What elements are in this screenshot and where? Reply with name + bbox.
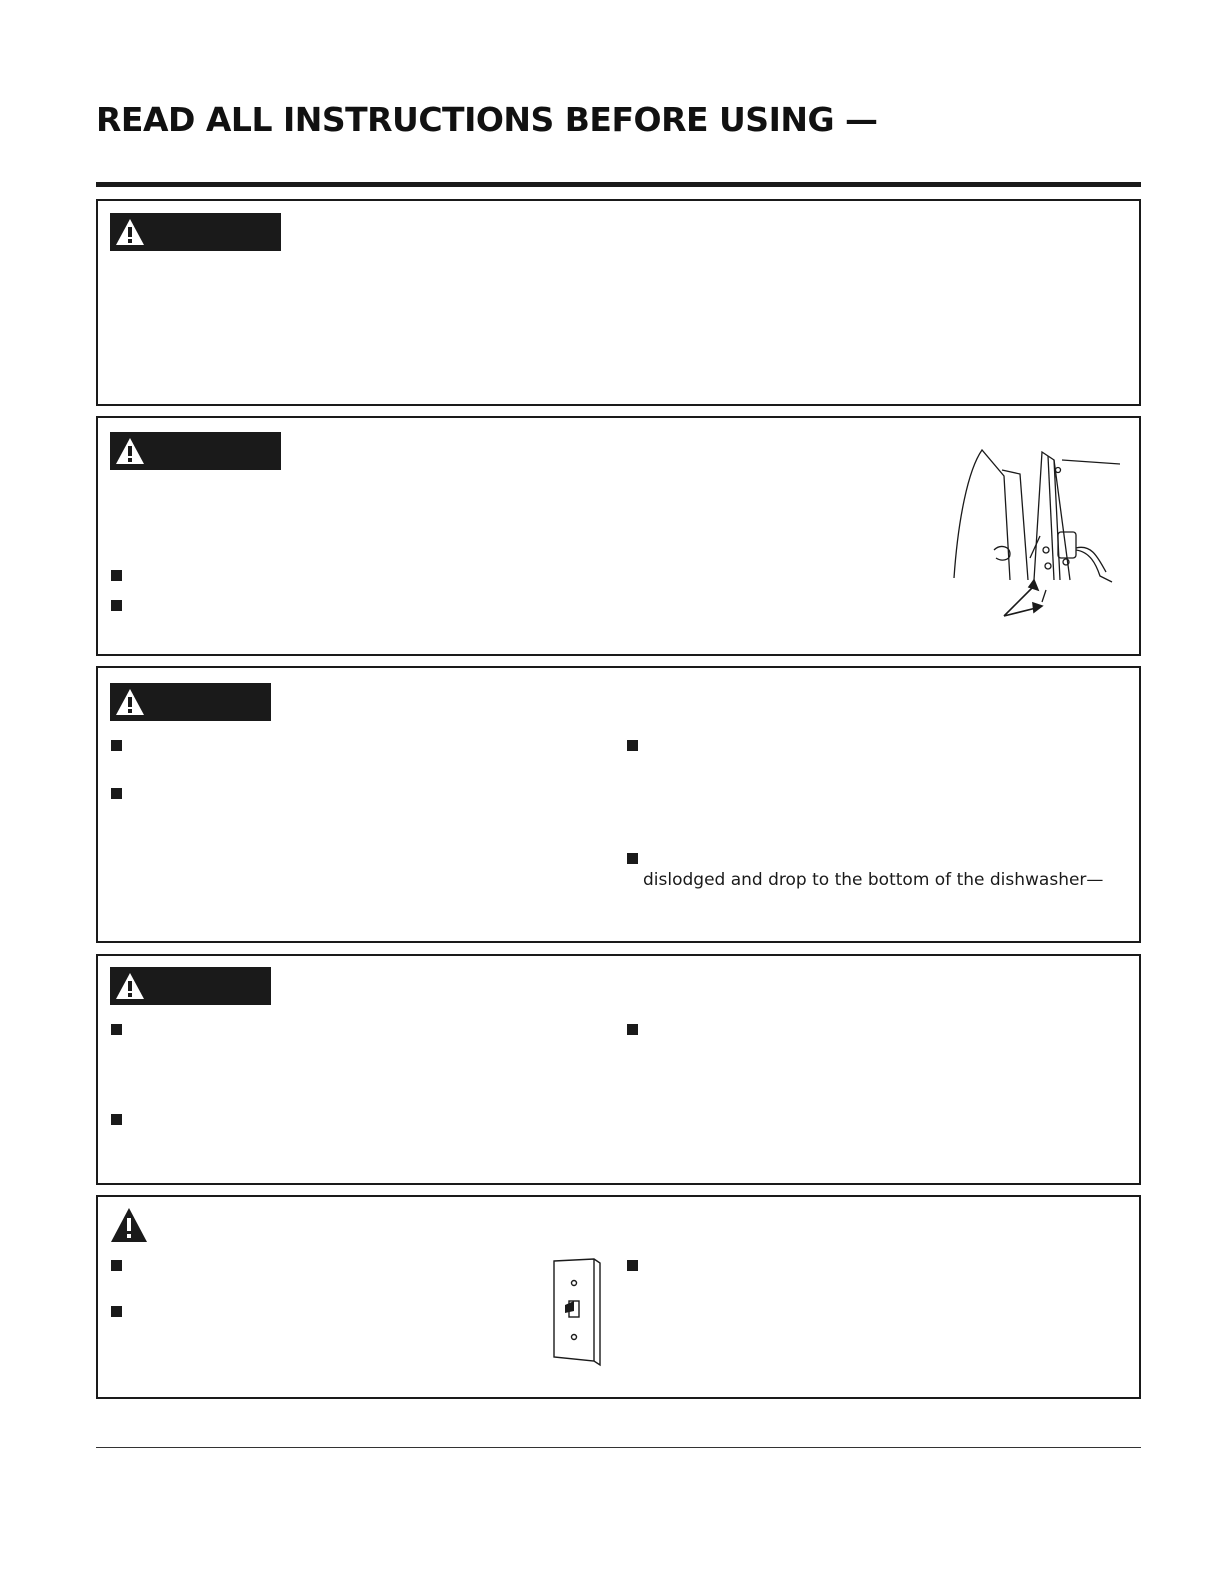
warning-box-3 xyxy=(96,666,1141,943)
dishwasher-door-screws-illustration xyxy=(950,440,1120,625)
list-bullet xyxy=(111,1260,122,1271)
title-divider xyxy=(96,182,1141,187)
warning-banner xyxy=(110,683,271,721)
warning-banner xyxy=(110,967,271,1005)
page-title: READ ALL INSTRUCTIONS BEFORE USING — xyxy=(96,100,878,139)
footer-divider xyxy=(96,1447,1141,1448)
list-bullet xyxy=(627,1260,638,1271)
list-bullet xyxy=(627,1024,638,1035)
warning-box-1 xyxy=(96,199,1141,406)
warning-triangle-icon xyxy=(114,687,146,717)
warning-box-4 xyxy=(96,954,1141,1185)
list-bullet xyxy=(111,600,122,611)
warning-triangle-icon xyxy=(110,1207,148,1243)
list-bullet xyxy=(627,853,638,864)
list-bullet xyxy=(111,1306,122,1317)
warning-triangle-icon xyxy=(114,436,146,466)
warning-box-5 xyxy=(96,1195,1141,1399)
list-bullet xyxy=(111,740,122,751)
warning-triangle-icon xyxy=(114,971,146,1001)
list-bullet xyxy=(111,1024,122,1035)
warning-triangle-icon xyxy=(114,217,146,247)
warning-banner xyxy=(110,213,281,251)
list-bullet xyxy=(111,1114,122,1125)
list-bullet xyxy=(627,740,638,751)
warning-box-2 xyxy=(96,416,1141,656)
list-bullet xyxy=(111,788,122,799)
list-bullet xyxy=(111,570,122,581)
warning-banner xyxy=(110,432,281,470)
warning-body-text: dislodged and drop to the bottom of the dishwasher— xyxy=(643,870,1104,890)
wall-light-switch-illustration xyxy=(552,1257,604,1369)
